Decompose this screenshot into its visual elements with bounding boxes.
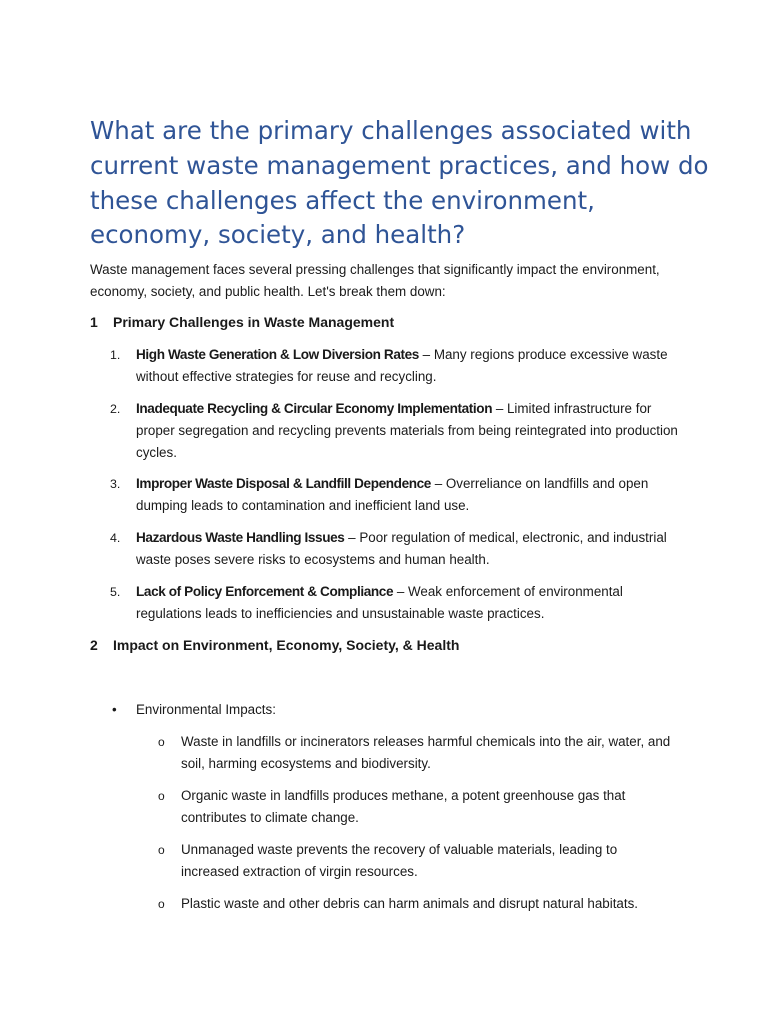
section-heading-impact (90, 635, 459, 655)
list-marker: 5. (110, 585, 121, 599)
item-text: – Poor regulation of medical, electronic, and industrial waste poses severe risks to ecosystems and human health. (136, 530, 667, 567)
section-number: 1 (90, 314, 98, 330)
item-lead: Lack of Policy Enforcement & Compliance (136, 584, 394, 599)
list-marker: 3. (110, 477, 121, 491)
section-heading-challenges (90, 312, 394, 332)
bullet-marker: • (112, 702, 117, 717)
document-title: What are the primary challenges associated with current waste management practices, and how do these challenges affect the environment, economy, society, and health? (90, 116, 709, 250)
intro-paragraph: Waste management faces several pressing challenges that significantly impact the environment, economy, society, and public health. Let's break them down: (90, 262, 660, 299)
item-lead: High Waste Generation & Low Diversion Rates (136, 347, 419, 362)
item-lead: Inadequate Recycling & Circular Economy Implementation (136, 401, 493, 416)
sub-item-text: Unmanaged waste prevents the recovery of valuable materials, leading to increased extraction of virgin resources. (181, 842, 618, 879)
section-number: 2 (90, 637, 98, 653)
sub-item-text: Organic waste in landfills produces methane, a potent greenhouse gas that contributes to climate change. (181, 788, 626, 825)
bullet-label: Environmental Impacts: (136, 702, 276, 717)
sub-marker: o (158, 843, 165, 857)
item-text: – Overreliance on landfills and open dumping leads to contamination and inefficient land use. (136, 476, 649, 513)
item-lead: Hazardous Waste Handling Issues (136, 530, 345, 545)
item-text: – Weak enforcement of environmental regulations leads to inefficiencies and unsustainable waste practices. (136, 584, 623, 621)
list-marker: 1. (110, 348, 121, 362)
item-text: – Many regions produce excessive waste without effective strategies for reuse and recycling. (136, 347, 668, 384)
section-title: Impact on Environment, Economy, Society, & Health (113, 637, 460, 653)
sub-marker: o (158, 789, 165, 803)
sub-item-text: Waste in landfills or incinerators releases harmful chemicals into the air, water, and soil, harming ecosystems and biodiversity. (181, 734, 671, 771)
item-lead: Improper Waste Disposal & Landfill Dependence (136, 476, 431, 491)
list-marker: 4. (110, 531, 121, 545)
sub-item-text: Plastic waste and other debris can harm animals and disrupt natural habitats. (181, 896, 639, 911)
sub-marker: o (158, 897, 165, 911)
list-marker: 2. (110, 402, 121, 416)
sub-marker: o (158, 735, 165, 749)
section-title: Primary Challenges in Waste Management (113, 314, 395, 330)
item-text: – Limited infrastructure for proper segregation and recycling prevents materials from being reintegrated into production cycles. (136, 401, 678, 460)
